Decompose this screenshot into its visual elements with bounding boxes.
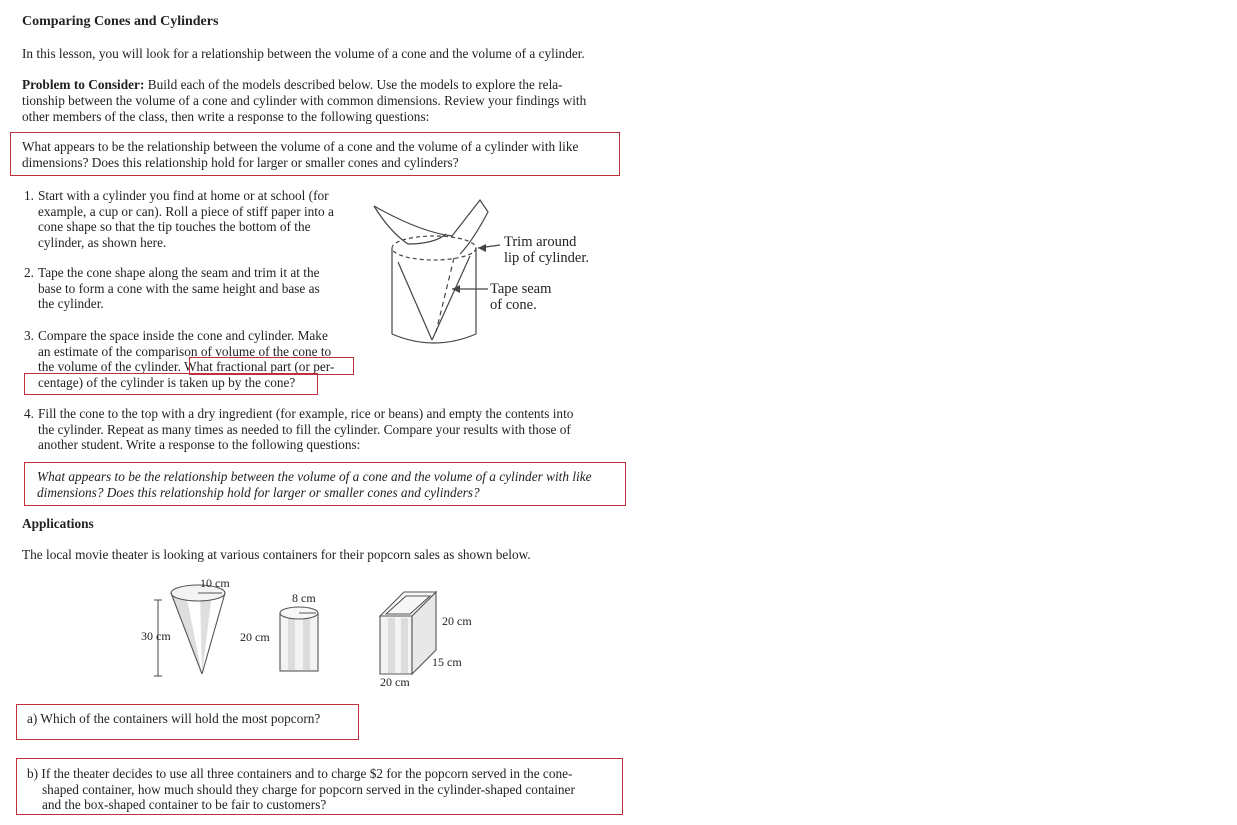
paper-cone-top xyxy=(374,200,488,254)
step-1-line: Start with a cylinder you find at home or at school (for xyxy=(38,188,329,203)
popcorn-containers-figure xyxy=(130,572,490,694)
box-depth-label: 15 cm xyxy=(432,655,462,669)
step-4-number: 4. xyxy=(24,406,34,421)
box-container xyxy=(380,592,436,674)
cylinder-container xyxy=(280,607,318,671)
step-4-line: another student. Write a response to the following questions: xyxy=(38,437,361,452)
page-title: Comparing Cones and Cylinders xyxy=(22,14,219,29)
step-3-line: an estimate of the comparison of volume of the cone to xyxy=(38,343,332,359)
step-3-highlight-start: What fractional part (or per- xyxy=(184,359,335,374)
step-2-line: Tape the cone shape along the seam and trim it at the xyxy=(38,265,320,280)
question-box-2-line-2: dimensions? Does this relationship hold for larger or smaller cones and cylinders? xyxy=(37,485,480,500)
problem-line-1: Build each of the models described below. Use the models to explore the rela- xyxy=(147,77,563,92)
step-4-line: Fill the cone to the top with a dry ingredient (for example, rice or beans) and empty the contents into xyxy=(38,406,574,421)
step-2 xyxy=(24,265,354,312)
problem-line-3: other members of the class, then write a response to the following questions: xyxy=(22,109,430,124)
cone-height-label: 30 cm xyxy=(141,629,171,643)
problem-label: Problem to Consider: xyxy=(22,77,145,92)
cone-stripes xyxy=(172,594,212,674)
step-3-number: 3. xyxy=(24,328,34,343)
problem-statement xyxy=(22,77,612,125)
step-2-line: the cylinder. xyxy=(38,296,104,311)
label-tape-1: Tape seam xyxy=(490,281,552,297)
cylinder-stripe-2 xyxy=(303,614,310,670)
question-b-line-1: b) If the theater decides to use all three containers and to charge $2 for the popcorn served in the cone- xyxy=(27,766,573,781)
applications-heading: Applications xyxy=(22,516,94,531)
label-trim-1: Trim around xyxy=(504,234,577,250)
step-3-line: the volume of the cylinder. xyxy=(38,359,184,374)
highlight-box-fraction-2 xyxy=(24,373,318,395)
cylinder-body xyxy=(280,613,318,671)
step-1-line: cone shape so that the tip touches the bottom of the xyxy=(38,219,311,234)
cylinder-diameter-label: 8 cm xyxy=(292,591,316,605)
cone-seam xyxy=(436,258,454,332)
question-b-line-2: shaped container, how much should they charge for popcorn served in the cylinder-shaped container xyxy=(42,781,575,797)
arrow-trim-head xyxy=(478,244,486,252)
theater-text: The local movie theater is looking at various containers for their popcorn sales as shown below. xyxy=(22,547,531,562)
step-3-highlight-end: centage) of the cylinder is taken up by the cone? xyxy=(38,374,296,390)
box-height-label: 20 cm xyxy=(442,614,472,628)
cone-cylinder-figure xyxy=(360,192,610,352)
question-a-box xyxy=(16,704,359,740)
step-1-number: 1. xyxy=(24,188,34,203)
intro-text: In this lesson, you will look for a relationship between the volume of a cone and the volume of a cylinder. xyxy=(22,46,585,61)
question-box-1 xyxy=(10,132,620,176)
label-trim-2: lip of cylinder. xyxy=(504,250,589,266)
label-tape-2: of cone. xyxy=(490,297,537,313)
step-4-line: the cylinder. Repeat as many times as needed to fill the cylinder. Compare your results with those of xyxy=(38,421,571,437)
box-width-label: 20 cm xyxy=(380,675,410,689)
cylinder-stripe-1 xyxy=(288,614,295,670)
box-stripe-2 xyxy=(401,618,408,673)
question-a: a) Which of the containers will hold the most popcorn? xyxy=(27,711,321,726)
step-2-number: 2. xyxy=(24,265,34,280)
question-b-line-3: and the box-shaped container to be fair to customers? xyxy=(42,797,327,812)
step-4 xyxy=(24,406,614,453)
step-3-line: Compare the space inside the cone and cylinder. Make xyxy=(38,328,328,343)
cylinder-height-label: 20 cm xyxy=(240,630,270,644)
step-1 xyxy=(24,188,354,250)
cone-left-edge xyxy=(398,262,432,340)
question-box-2-line-1: What appears to be the relationship between the volume of a cone and the volume of a cylinder with like xyxy=(37,469,592,484)
question-box-1-line-1: What appears to be the relationship between the volume of a cone and the volume of a cylinder with like xyxy=(22,139,579,154)
question-box-1-line-2: dimensions? Does this relationship hold for larger or smaller cones and cylinders? xyxy=(22,155,459,170)
question-b-box xyxy=(16,758,623,815)
box-stripe-1 xyxy=(388,618,395,673)
step-1-line: example, a cup or can). Roll a piece of stiff paper into a xyxy=(38,203,334,219)
question-box-2 xyxy=(24,462,626,506)
cylinder-top xyxy=(392,236,476,260)
cone-diameter-label: 10 cm xyxy=(200,576,230,590)
step-2-line: base to form a cone with the same height and base as xyxy=(38,280,320,296)
step-1-line: cylinder, as shown here. xyxy=(38,234,167,250)
problem-line-2: tionship between the volume of a cone and cylinder with common dimensions. Review your findings with xyxy=(22,93,587,108)
